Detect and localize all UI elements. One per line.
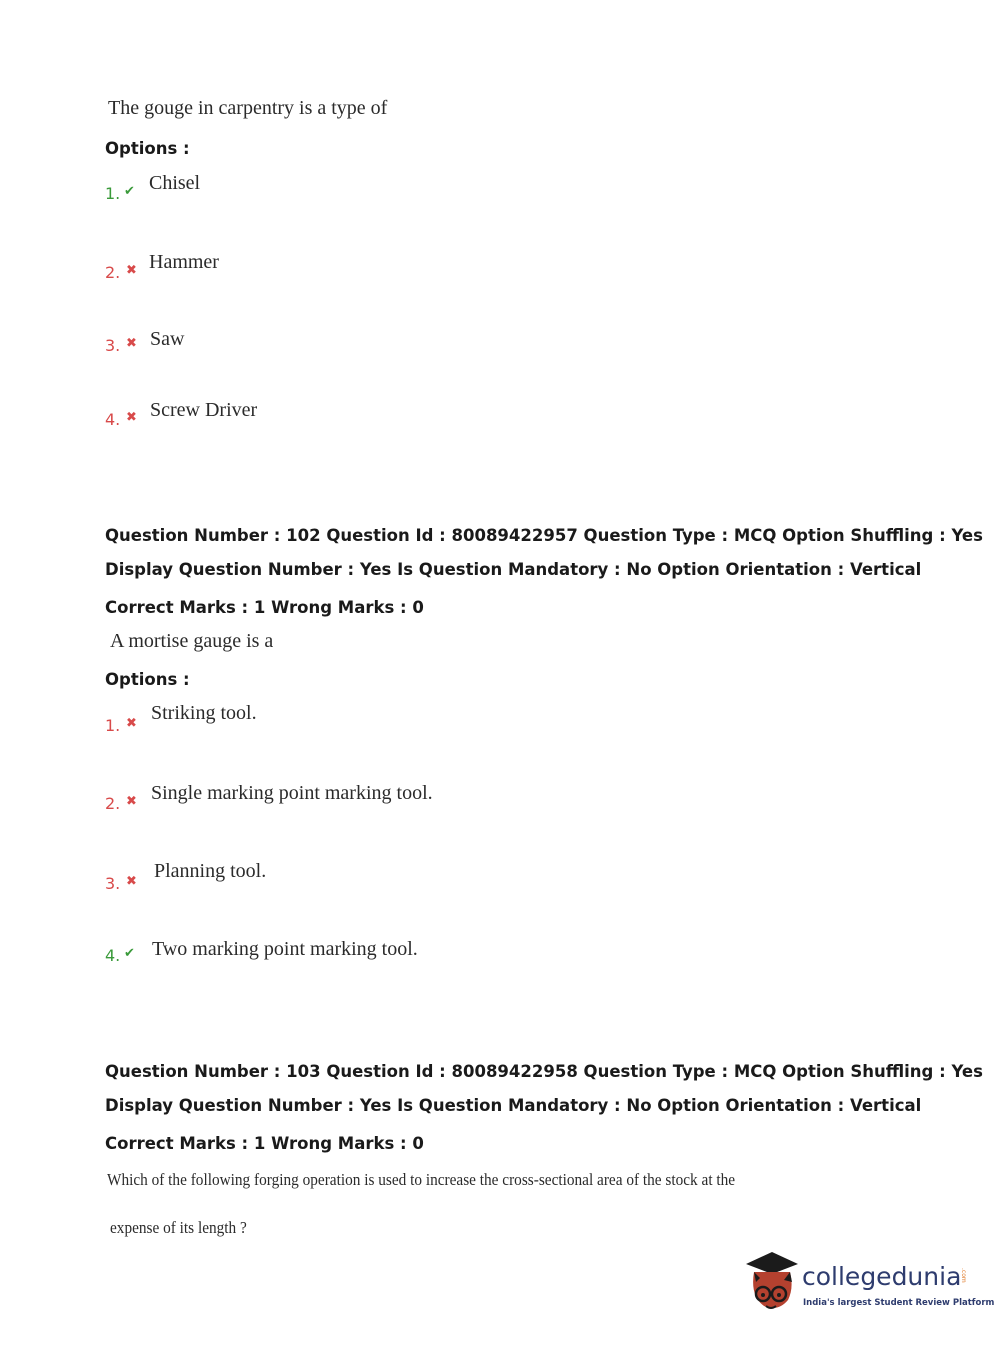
question-marks: Correct Marks : 1 Wrong Marks : 0 (105, 1134, 424, 1153)
option-number: 1. (105, 716, 121, 735)
options-label: Options : (105, 139, 190, 158)
cross-icon: ✖ (126, 716, 137, 731)
cross-icon: ✖ (126, 336, 137, 351)
option-number: 4. (105, 410, 121, 429)
option-number: 3. (105, 336, 121, 355)
option-text: Single marking point marking tool. (151, 782, 433, 804)
question-text-continued: expense of its length ? (110, 1218, 247, 1237)
option-number: 4. (105, 946, 121, 965)
question-meta: Question Number : 103 Question Id : 80089422958 Question Type : MCQ Option Shuffling : Yes (105, 1062, 983, 1081)
option-text: Planning tool. (154, 860, 267, 882)
option-text: Saw (150, 328, 185, 350)
logo-name: collegedunia (802, 1262, 962, 1291)
option-text: Striking tool. (151, 702, 257, 724)
cross-icon: ✖ (126, 794, 137, 809)
logo-suffix: .com (960, 1268, 967, 1283)
cross-icon: ✖ (126, 874, 137, 889)
question-text: A mortise gauge is a (110, 630, 274, 652)
option-text: Hammer (149, 251, 219, 273)
option-text: Two marking point marking tool. (152, 938, 418, 960)
question-text: Which of the following forging operation is used to increase the cross-sectional area of the stock at the (107, 1170, 736, 1189)
check-icon: ✔ (124, 184, 135, 199)
question-meta: Question Number : 102 Question Id : 80089422957 Question Type : MCQ Option Shuffling : Yes (105, 526, 983, 545)
question-meta: Display Question Number : Yes Is Question Mandatory : No Option Orientation : Vertical (105, 1096, 922, 1115)
option-number: 2. (105, 794, 121, 813)
cross-icon: ✖ (126, 410, 137, 425)
question-meta: Display Question Number : Yes Is Question Mandatory : No Option Orientation : Vertical (105, 560, 922, 579)
check-icon: ✔ (124, 946, 135, 961)
option-number: 2. (105, 263, 121, 282)
option-number: 1. (105, 184, 121, 203)
cross-icon: ✖ (126, 263, 137, 278)
question-marks: Correct Marks : 1 Wrong Marks : 0 (105, 598, 424, 617)
mascot-icon (742, 1250, 800, 1316)
logo (742, 1250, 995, 1320)
question-text: The gouge in carpentry is a type of (108, 97, 388, 119)
options-label: Options : (105, 670, 190, 689)
option-number: 3. (105, 874, 121, 893)
option-text: Screw Driver (150, 399, 258, 421)
option-text: Chisel (149, 172, 201, 194)
logo-tagline: India's largest Student Review Platform (803, 1298, 995, 1308)
